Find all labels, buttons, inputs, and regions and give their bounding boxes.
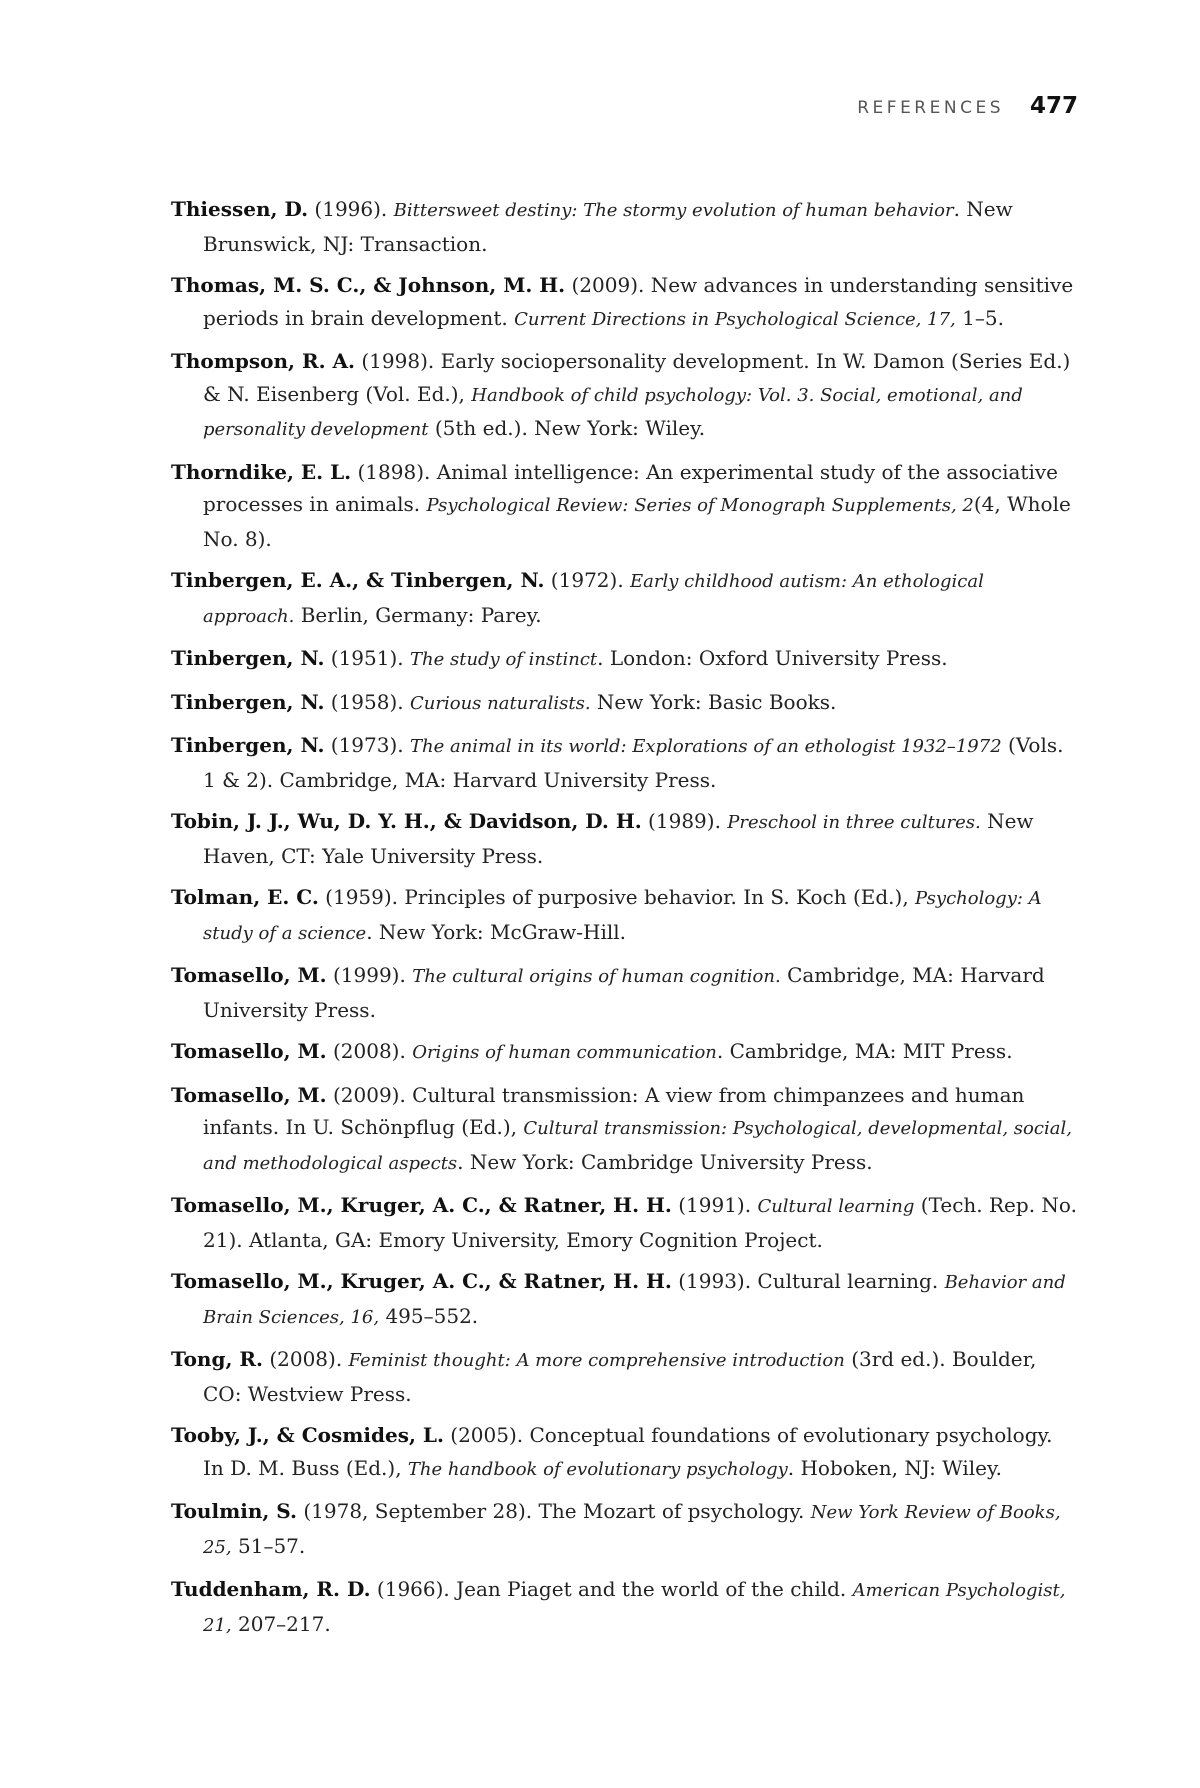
reference-publication: . New York: McGraw-Hill.	[366, 919, 627, 944]
reference-details: (1966). Jean Piaget and the world of the child.	[370, 1577, 853, 1601]
reference-entry	[171, 456, 1077, 556]
reference-entry	[171, 959, 1077, 1026]
reference-author: Tinbergen, E. A., & Tinbergen, N.	[171, 568, 545, 592]
reference-publication: New Haven, CT: Yale University Press.	[203, 809, 1034, 868]
reference-title: Feminist thought: A more comprehensive introduction	[348, 1350, 845, 1371]
reference-entry	[171, 564, 1077, 633]
reference-author: Thorndike, E. L.	[171, 459, 352, 484]
section-label: REFERENCES	[857, 98, 1004, 118]
reference-publication: . New York: Cambridge University Press.	[457, 1149, 873, 1174]
reference-details: (1991).	[671, 1193, 758, 1217]
reference-author: Tinbergen, N.	[171, 646, 325, 670]
reference-entry	[171, 193, 1077, 260]
reference-list	[171, 193, 1077, 1651]
reference-entry	[171, 805, 1077, 872]
reference-details: (1898). Animal intelligence: An experimental study of the associative processes in animals.	[203, 459, 1058, 516]
reference-entry	[171, 1035, 1077, 1070]
reference-title: Preschool in three cultures.	[727, 812, 981, 833]
reference-details: (1972).	[544, 568, 631, 592]
reference-details: (2009). New advances in understanding sensitive periods in brain development.	[203, 273, 1074, 330]
reference-author: Tomasello, M.	[171, 1039, 327, 1063]
reference-author: Tuddenham, R. D.	[171, 1577, 371, 1601]
reference-entry	[171, 1495, 1077, 1564]
reference-publication: (3rd ed.). Boulder, CO: Westview Press.	[203, 1347, 1037, 1406]
reference-author: Tooby, J., & Cosmides, L.	[171, 1423, 444, 1447]
reference-author: Toulmin, S.	[171, 1499, 297, 1523]
reference-author: Tomasello, M., Kruger, A. C., & Ratner, H. H.	[171, 1269, 672, 1293]
reference-entry	[171, 1189, 1077, 1256]
reference-entry	[171, 1573, 1077, 1642]
reference-title: Cultural learning	[757, 1196, 915, 1217]
reference-details: (2008).	[262, 1347, 349, 1371]
reference-title: The study of instinct	[410, 649, 598, 670]
reference-author: Tinbergen, N.	[171, 689, 325, 714]
reference-details: (1993). Cultural learning.	[671, 1269, 945, 1293]
reference-publication: 207–217.	[231, 1611, 331, 1636]
reference-title: Bittersweet destiny: The stormy evolution of human behavior	[393, 200, 954, 221]
reference-title: The animal in its world: Explorations of an ethologist 1932–1972	[410, 736, 1002, 757]
reference-publication: 51–57.	[231, 1533, 306, 1558]
reference-publication: 1–5.	[955, 305, 1004, 330]
reference-title: Early childhood autism: An ethological approach.	[203, 571, 984, 627]
reference-author: Tomasello, M.	[171, 1082, 327, 1107]
reference-details: (1999).	[326, 963, 413, 987]
reference-author: Thomas, M. S. C., & Johnson, M. H.	[171, 273, 566, 297]
reference-author: Tobin, J. J., Wu, D. Y. H., & Davidson, D. H.	[171, 809, 642, 833]
reference-title: The cultural origins of human cognition.	[412, 966, 781, 987]
reference-publication: (Tech. Rep. No. 21). Atlanta, GA: Emory University, Emory Cognition Project.	[203, 1193, 1077, 1252]
reference-publication: Berlin, Germany: Parey.	[294, 602, 542, 627]
reference-author: Tinbergen, N.	[171, 733, 325, 757]
reference-title: Current Directions in Psychological Science, 17,	[514, 308, 956, 330]
reference-title: Psychological Review: Series of Monograph Supplements, 2	[426, 495, 974, 516]
reference-details: (2009). Cultural transmission: A view from chimpanzees and human infants. In U. Schönpflug (Ed.),	[203, 1082, 1025, 1139]
running-head	[857, 93, 1078, 119]
reference-entry	[171, 881, 1077, 950]
reference-details: (1989).	[641, 809, 728, 833]
reference-entry	[171, 1079, 1077, 1181]
reference-title: American Psychologist, 21,	[203, 1580, 1066, 1636]
reference-title: Origins of human communication	[412, 1042, 717, 1063]
reference-entry	[171, 269, 1077, 336]
reference-details: (2005). Conceptual foundations of evolutionary psychology. In D. M. Buss (Ed.),	[203, 1423, 1053, 1480]
reference-details: (2008).	[326, 1039, 413, 1063]
reference-publication: (4, Whole No. 8).	[203, 492, 1071, 551]
reference-publication: New York: Basic Books.	[590, 689, 837, 714]
reference-publication: . Hoboken, NJ: Wiley.	[787, 1455, 1002, 1480]
reference-details: (1959). Principles of purposive behavior. In S. Koch (Ed.),	[318, 885, 916, 909]
reference-author: Thompson, R. A.	[171, 349, 356, 373]
reference-title: Cultural transmission: Psychological, developmental, social, and methodological aspects	[203, 1118, 1072, 1174]
reference-details: (1958).	[324, 689, 410, 714]
reference-title: Psychology: A study of a science	[203, 888, 1042, 944]
reference-author: Tolman, E. C.	[171, 885, 319, 909]
page-number: 477	[1029, 93, 1078, 119]
reference-entry	[171, 1419, 1077, 1486]
reference-author: Tomasello, M., Kruger, A. C., & Ratner, H. H.	[171, 1193, 672, 1217]
reference-publication: Cambridge, MA: Harvard University Press.	[203, 963, 1045, 1022]
reference-title: Handbook of child psychology: Vol. 3. Social, emotional, and personality development	[203, 384, 1023, 440]
reference-publication: . Cambridge, MA: MIT Press.	[716, 1039, 1013, 1063]
reference-details: (1998). Early sociopersonality development. In W. Damon (Series Ed.) & N. Eisenberg (Vol. Ed.),	[203, 349, 1071, 406]
reference-title: Behavior and Brain Sciences, 16,	[203, 1272, 1066, 1328]
reference-title: New York Review of Books, 25,	[203, 1502, 1061, 1558]
reference-author: Tong, R.	[171, 1347, 263, 1371]
reference-author: Thiessen, D.	[171, 197, 309, 221]
reference-details: (1978, September 28). The Mozart of psychology.	[297, 1499, 811, 1523]
reference-author: Tomasello, M.	[171, 963, 327, 987]
reference-entry	[171, 686, 1077, 721]
reference-entry	[171, 1265, 1077, 1334]
reference-entry	[171, 642, 1077, 677]
reference-publication: (5th ed.). New York: Wiley.	[428, 416, 706, 440]
reference-publication: . New Brunswick, NJ: Transaction.	[203, 197, 1013, 256]
reference-title: Curious naturalists.	[410, 692, 591, 714]
reference-entry	[171, 1343, 1077, 1410]
reference-details: (1996).	[308, 197, 394, 221]
reference-publication: . London: Oxford University Press.	[597, 646, 948, 670]
reference-title: The handbook of evolutionary psychology	[407, 1458, 788, 1480]
reference-publication: (Vols. 1 & 2). Cambridge, MA: Harvard University Press.	[203, 733, 1064, 792]
reference-entry	[171, 345, 1077, 447]
reference-details: (1973).	[324, 733, 410, 757]
reference-publication: 495–552.	[379, 1303, 479, 1328]
reference-details: (1951).	[324, 646, 410, 670]
reference-entry	[171, 729, 1077, 796]
